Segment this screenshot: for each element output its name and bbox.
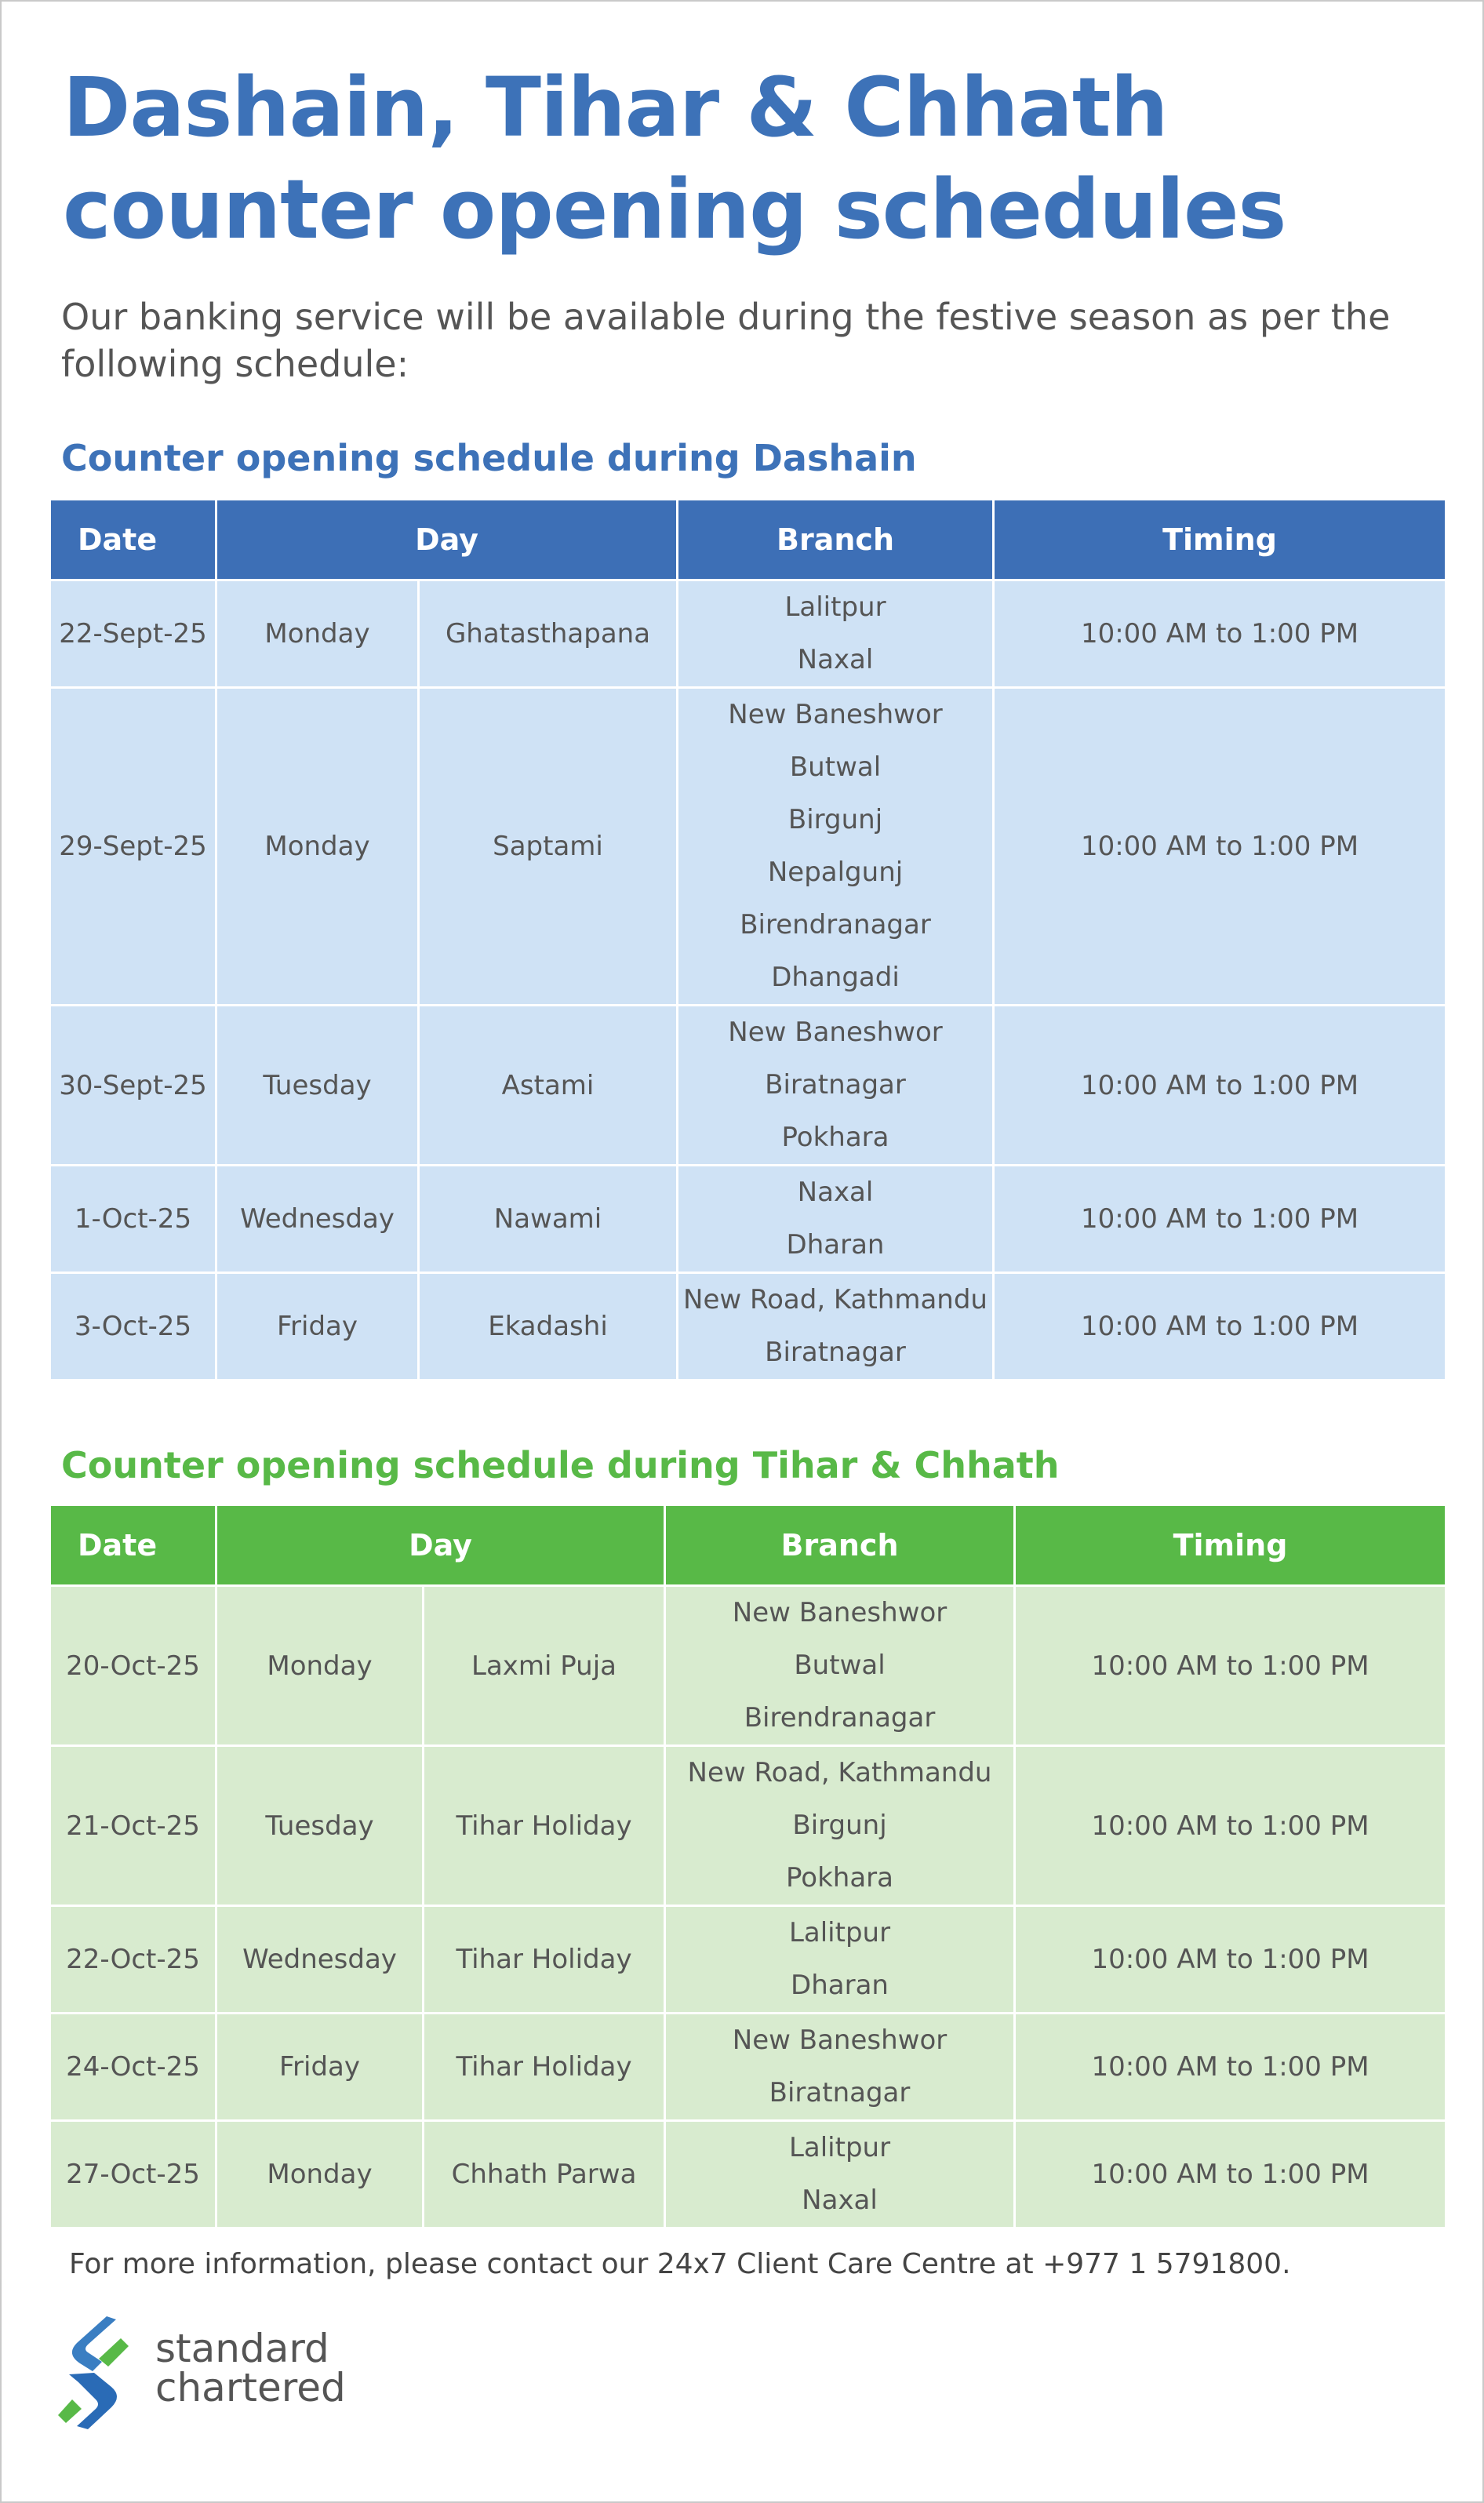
weekday-cell: Monday bbox=[216, 2121, 424, 2228]
contact-note: For more information, please contact our 24x7 Client Care Centre at +977 1 5791800. bbox=[69, 2248, 1291, 2280]
branch-name: Birgunj bbox=[792, 1810, 887, 1841]
date-cell: 24-Oct-25 bbox=[50, 2014, 216, 2121]
weekday-cell: Monday bbox=[216, 1586, 424, 1746]
branch-name: Biratnagar bbox=[765, 1337, 906, 1368]
branch-name: Lalitpur bbox=[788, 1917, 891, 1948]
branch-name: Butwal bbox=[789, 751, 882, 783]
timing-cell: 10:00 AM to 1:00 PM bbox=[1015, 1746, 1446, 1906]
weekday-cell: Tuesday bbox=[216, 1746, 424, 1906]
branch-name: New Baneshwor bbox=[728, 1017, 943, 1048]
table-row bbox=[50, 2014, 1446, 2121]
branch-cell bbox=[678, 688, 994, 1006]
table-row bbox=[50, 1166, 1446, 1273]
weekday-cell: Wednesday bbox=[216, 1166, 419, 1273]
table-header-row bbox=[50, 1505, 1446, 1586]
branch-cell bbox=[665, 1906, 1015, 2014]
table-row bbox=[50, 1746, 1446, 1906]
branch-cell bbox=[678, 1006, 994, 1166]
table-row bbox=[50, 1273, 1446, 1381]
branch-name: Butwal bbox=[794, 1650, 886, 1681]
table-row bbox=[50, 1006, 1446, 1166]
occasion-cell: Ekadashi bbox=[419, 1273, 678, 1381]
header-timing: Timing bbox=[1015, 1505, 1446, 1586]
timing-cell: 10:00 AM to 1:00 PM bbox=[994, 688, 1446, 1006]
date-cell: 22-Sept-25 bbox=[50, 580, 216, 688]
logo-word-standard: standard bbox=[155, 2326, 329, 2371]
branch-name: New Road, Kathmandu bbox=[687, 1757, 992, 1788]
branch-name: Nepalgunj bbox=[767, 857, 904, 888]
branch-name: Naxal bbox=[802, 2185, 878, 2216]
table-row bbox=[50, 580, 1446, 688]
branch-cell bbox=[665, 2121, 1015, 2228]
weekday-cell: Wednesday bbox=[216, 1906, 424, 2014]
branch-name: Dhangadi bbox=[771, 962, 900, 993]
weekday-cell: Monday bbox=[216, 688, 419, 1006]
tihar-schedule-table bbox=[49, 1504, 1447, 2229]
page-title-line-2: counter opening schedules bbox=[63, 162, 1286, 257]
date-cell: 3-Oct-25 bbox=[50, 1273, 216, 1381]
occasion-cell: Chhath Parwa bbox=[424, 2121, 665, 2228]
page-title bbox=[63, 56, 1286, 260]
occasion-cell: Ghatasthapana bbox=[419, 580, 678, 688]
header-day: Day bbox=[216, 1505, 665, 1586]
branch-name: Birendranagar bbox=[740, 909, 931, 940]
timing-cell: 10:00 AM to 1:00 PM bbox=[1015, 2014, 1446, 2121]
branch-name: Lalitpur bbox=[788, 2132, 891, 2163]
header-date: Date bbox=[50, 500, 216, 580]
branch-name: New Baneshwor bbox=[728, 699, 943, 730]
logo-wordmark bbox=[155, 2326, 346, 2410]
branch-name: New Road, Kathmandu bbox=[683, 1284, 988, 1315]
table-row bbox=[50, 688, 1446, 1006]
occasion-cell: Tihar Holiday bbox=[424, 1746, 665, 1906]
timing-cell: 10:00 AM to 1:00 PM bbox=[1015, 2121, 1446, 2228]
header-date: Date bbox=[50, 1505, 216, 1586]
occasion-cell: Tihar Holiday bbox=[424, 2014, 665, 2121]
occasion-cell: Astami bbox=[419, 1006, 678, 1166]
dashain-schedule-table bbox=[49, 498, 1447, 1381]
header-branch: Branch bbox=[678, 500, 994, 580]
header-day: Day bbox=[216, 500, 678, 580]
branch-name: Naxal bbox=[797, 1177, 874, 1208]
branch-cell bbox=[665, 1586, 1015, 1746]
branch-name: New Baneshwor bbox=[732, 2025, 948, 2056]
page-title-line-1: Dashain, Tihar & Chhath bbox=[63, 60, 1168, 155]
timing-cell: 10:00 AM to 1:00 PM bbox=[994, 1273, 1446, 1381]
standard-chartered-logo-icon bbox=[53, 2312, 140, 2429]
standard-chartered-logo bbox=[53, 2312, 414, 2429]
branch-name: Dharan bbox=[786, 1229, 885, 1261]
header-branch: Branch bbox=[665, 1505, 1015, 1586]
branch-cell bbox=[678, 1166, 994, 1273]
branch-name: Pokhara bbox=[781, 1122, 889, 1153]
date-cell: 1-Oct-25 bbox=[50, 1166, 216, 1273]
weekday-cell: Tuesday bbox=[216, 1006, 419, 1166]
branch-name: Naxal bbox=[797, 644, 874, 675]
timing-cell: 10:00 AM to 1:00 PM bbox=[994, 1006, 1446, 1166]
branch-name: Dharan bbox=[791, 1970, 889, 2001]
date-cell: 20-Oct-25 bbox=[50, 1586, 216, 1746]
date-cell: 30-Sept-25 bbox=[50, 1006, 216, 1166]
weekday-cell: Monday bbox=[216, 580, 419, 688]
branch-name: Birendranagar bbox=[744, 1702, 936, 1734]
date-cell: 22-Oct-25 bbox=[50, 1906, 216, 2014]
branch-name: Birgunj bbox=[787, 804, 883, 835]
timing-cell: 10:00 AM to 1:00 PM bbox=[1015, 1586, 1446, 1746]
weekday-cell: Friday bbox=[216, 1273, 419, 1381]
occasion-cell: Saptami bbox=[419, 688, 678, 1006]
date-cell: 27-Oct-25 bbox=[50, 2121, 216, 2228]
branch-name: Pokhara bbox=[786, 1862, 893, 1894]
branch-name: Biratnagar bbox=[769, 2077, 911, 2108]
occasion-cell: Laxmi Puja bbox=[424, 1586, 665, 1746]
occasion-cell: Tihar Holiday bbox=[424, 1906, 665, 2014]
weekday-cell: Friday bbox=[216, 2014, 424, 2121]
branch-name: Biratnagar bbox=[765, 1069, 906, 1101]
intro-text: Our banking service will be available during the festive season as per the following schedule: bbox=[61, 296, 1391, 385]
timing-cell: 10:00 AM to 1:00 PM bbox=[994, 1166, 1446, 1273]
branch-name: Lalitpur bbox=[784, 591, 886, 623]
table-row bbox=[50, 1906, 1446, 2014]
dashain-heading: Counter opening schedule during Dashain bbox=[61, 437, 917, 479]
logo-word-chartered: chartered bbox=[155, 2365, 346, 2410]
occasion-cell: Nawami bbox=[419, 1166, 678, 1273]
timing-cell: 10:00 AM to 1:00 PM bbox=[994, 580, 1446, 688]
branch-cell bbox=[678, 580, 994, 688]
table-header-row bbox=[50, 500, 1446, 580]
timing-cell: 10:00 AM to 1:00 PM bbox=[1015, 1906, 1446, 2014]
date-cell: 21-Oct-25 bbox=[50, 1746, 216, 1906]
branch-name: New Baneshwor bbox=[732, 1597, 948, 1628]
branch-cell bbox=[665, 1746, 1015, 1906]
branch-cell bbox=[678, 1273, 994, 1381]
header-timing: Timing bbox=[994, 500, 1446, 580]
table-row bbox=[50, 2121, 1446, 2228]
date-cell: 29-Sept-25 bbox=[50, 688, 216, 1006]
table-row bbox=[50, 1586, 1446, 1746]
branch-cell bbox=[665, 2014, 1015, 2121]
tihar-heading: Counter opening schedule during Tihar & Chhath bbox=[61, 1444, 1060, 1486]
